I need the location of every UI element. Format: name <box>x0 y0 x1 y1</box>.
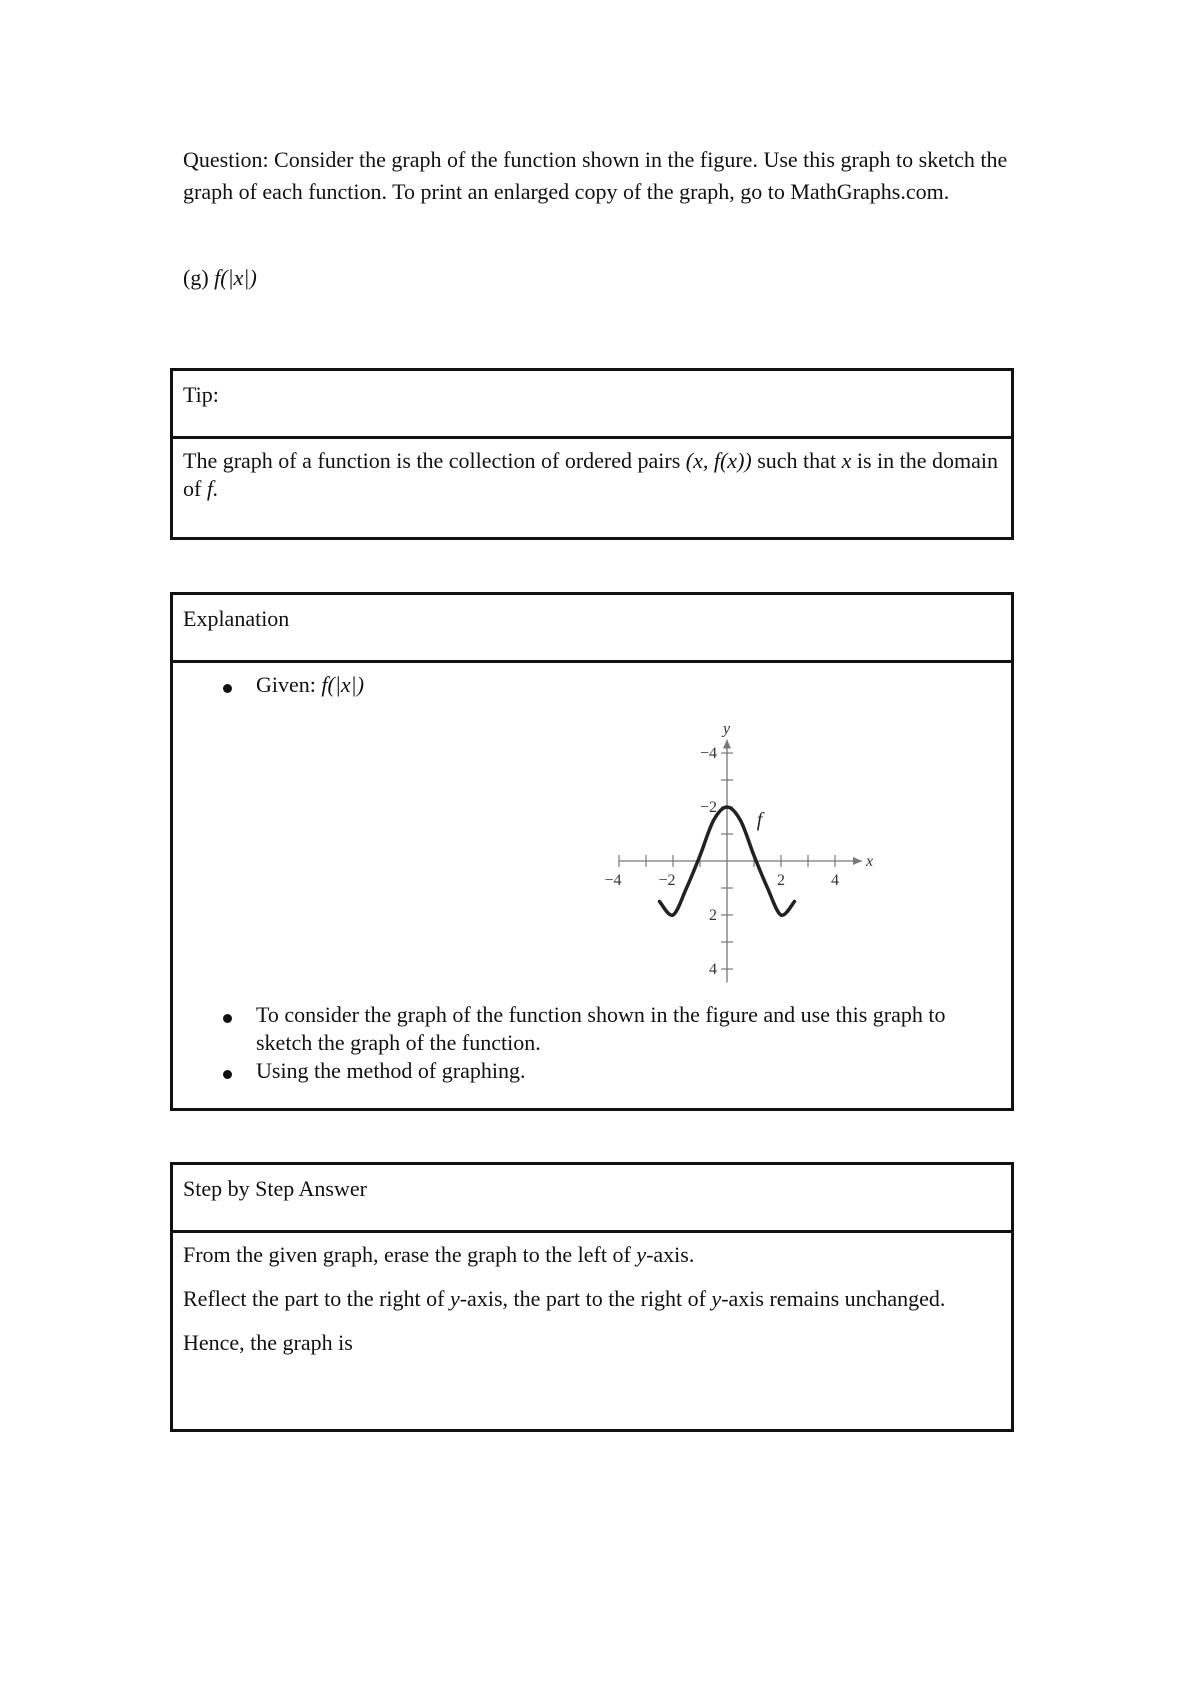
x-axis-label: x <box>866 853 874 870</box>
explanation-box <box>170 592 1014 1111</box>
curve-label: f <box>756 808 763 831</box>
bullet-icon <box>223 1014 232 1023</box>
step-line-3: Hence, the graph is <box>183 1330 353 1355</box>
bullet-icon <box>223 1070 232 1079</box>
bullet-icon <box>223 684 232 693</box>
y-axis-arrow-icon <box>723 740 731 749</box>
x-tick-label: −2 <box>658 872 676 889</box>
step-line-1: From the given graph, erase the graph to the left of y-axis. <box>183 1242 695 1267</box>
question-block <box>183 144 1013 208</box>
y-tick-label: 2 <box>709 907 717 924</box>
steps-header <box>173 1165 1011 1233</box>
function-graph <box>604 711 913 1000</box>
explanation-header <box>173 595 1011 663</box>
explanation-body <box>173 663 1011 1108</box>
x-axis-arrow-icon <box>853 857 862 865</box>
tip-box <box>170 368 1014 540</box>
y-tick-label: −2 <box>699 799 717 816</box>
x-tick-label: 4 <box>831 872 839 889</box>
bullet-list-bottom <box>183 1001 1003 1085</box>
list-item: Using the method of graphing. <box>183 1057 1003 1085</box>
list-item: To consider the graph of the function shown in the figure and use this graph to sketch the graph of the function. <box>183 1001 1003 1057</box>
steps-title: Step by Step Answer <box>183 1176 367 1201</box>
bullet-list-top <box>183 671 1001 699</box>
tip-body <box>173 439 1011 527</box>
part-label: (g) <box>183 265 209 290</box>
tip-title: Tip: <box>183 382 219 407</box>
explanation-title: Explanation <box>183 606 290 631</box>
steps-body <box>173 1233 1011 1381</box>
x-tick-label: 2 <box>777 872 785 889</box>
steps-box <box>170 1162 1014 1432</box>
step-line-2: Reflect the part to the right of y-axis, the part to the right of y-axis remains unchanged. <box>183 1286 946 1311</box>
question-text: Question: Consider the graph of the function shown in the figure. Use this graph to sketch the graph of each function. To print an enlarged copy of the graph, go to MathGraphs.com. <box>183 147 1008 204</box>
part-function: f(|x|) <box>214 265 257 290</box>
y-tick-label: 4 <box>709 961 717 978</box>
graph-svg <box>604 711 913 991</box>
x-tick-label: −4 <box>604 872 622 889</box>
axes-layer <box>619 740 862 983</box>
y-tick-label: −4 <box>699 745 717 762</box>
tip-text: The graph of a function is the collection of ordered pairs (x, f(x)) such that x is in the domain of f. <box>183 448 998 501</box>
list-item: Given: f(|x|) <box>183 671 1001 699</box>
question-part <box>183 262 257 294</box>
tip-header <box>173 371 1011 439</box>
y-axis-label: y <box>723 720 731 738</box>
